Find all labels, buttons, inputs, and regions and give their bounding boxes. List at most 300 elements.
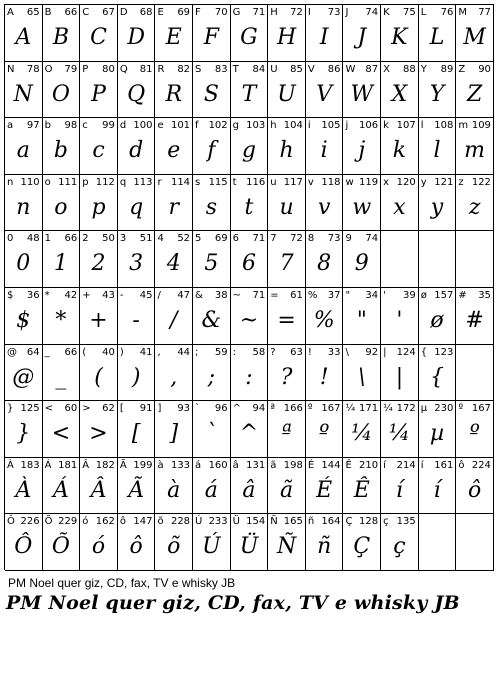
glyph-sample: k (392, 138, 407, 164)
glyph-cell-header (345, 403, 378, 414)
glyph-cell-header (233, 516, 266, 527)
glyph-cell-header (195, 347, 228, 358)
glyph-cell-header (421, 120, 454, 131)
glyph-sample: [ (131, 421, 141, 447)
glyph-char-label: à (157, 459, 164, 471)
glyph-char-label: m (458, 120, 469, 132)
glyph-char-label: ] (157, 403, 162, 415)
glyph-cell-header (308, 290, 341, 301)
glyph-code-label: 63 (290, 346, 303, 358)
glyph-code-label: 107 (396, 120, 416, 132)
glyph-sample: Ô (14, 534, 33, 560)
glyph-char-label: [ (119, 403, 124, 415)
glyph-cell-header (195, 177, 228, 188)
glyph-sample: ç (393, 534, 406, 560)
glyph-cell (155, 62, 193, 119)
glyph-cell-header (82, 233, 115, 244)
glyph-char-label: ¼ (345, 403, 356, 415)
glyph-sample: 5 (204, 251, 219, 277)
glyph-code-label: 71 (252, 233, 266, 245)
glyph-char-label: 1 (44, 233, 51, 245)
glyph-cell (419, 5, 457, 62)
glyph-char-label: " (345, 289, 351, 301)
glyph-cell (419, 118, 457, 175)
glyph-cell (456, 62, 494, 119)
glyph-code-label: 98 (64, 120, 78, 132)
glyph-cell (118, 175, 156, 232)
glyph-code-label: 111 (58, 176, 78, 188)
glyph-sample: ¼ (351, 421, 373, 447)
glyph-char-label: Ã (119, 459, 127, 471)
glyph-cell (193, 118, 231, 175)
glyph-code-label: 114 (170, 176, 191, 188)
glyph-sample: > (89, 421, 108, 447)
glyph-code-label: 69 (177, 7, 191, 18)
glyph-char-label: N (7, 63, 15, 75)
glyph-sample: n (16, 194, 31, 220)
glyph-char-label: $ (7, 289, 14, 301)
glyph-cell-header (308, 7, 341, 18)
glyph-char-label: Á (44, 459, 52, 471)
glyph-cell-header (7, 347, 40, 358)
glyph-cell (5, 5, 43, 62)
glyph-code-label: 181 (58, 459, 78, 471)
glyph-cell (381, 458, 419, 515)
glyph-code-label: 86 (327, 63, 341, 75)
glyph-cell-header (270, 64, 303, 75)
glyph-char-label: b (44, 120, 51, 132)
glyph-cell-header (195, 233, 228, 244)
glyph-cell-header (82, 403, 115, 414)
glyph-cell-header (82, 516, 115, 527)
glyph-cell (231, 5, 269, 62)
glyph-sample: E (165, 25, 182, 50)
glyph-sample: W (350, 81, 374, 107)
glyph-cell-header (120, 290, 153, 301)
glyph-sample: A (15, 25, 32, 50)
glyph-sample: + (89, 307, 108, 333)
glyph-cell-header (233, 460, 266, 471)
glyph-code-label: 34 (365, 289, 379, 301)
glyph-code-label: 147 (133, 516, 153, 528)
glyph-cell (80, 175, 118, 232)
glyph-cell (343, 231, 381, 288)
glyph-cell-header (120, 516, 153, 527)
glyph-char-label: k (383, 120, 389, 132)
glyph-sample: K (391, 25, 408, 50)
glyph-code-label: 50 (102, 233, 115, 245)
glyph-cell-header (270, 233, 303, 244)
glyph-char-label: 7 (270, 233, 277, 245)
glyph-sample: = (277, 307, 296, 333)
glyph-char-label: I (307, 7, 311, 18)
glyph-code-label: 230 (434, 403, 454, 415)
glyph-cell (80, 458, 118, 515)
glyph-code-label: 198 (283, 459, 303, 471)
glyph-char-label: = (270, 289, 279, 301)
glyph-cell-header (383, 64, 416, 75)
glyph-cell-header (195, 64, 228, 75)
glyph-code-label: 135 (396, 516, 416, 528)
glyph-cell-header (157, 64, 190, 75)
glyph-cell (193, 62, 231, 119)
glyph-char-label: g (232, 120, 240, 132)
glyph-cell-header (45, 233, 78, 244)
glyph-char-label: ó (82, 516, 89, 528)
glyph-cell-header (195, 120, 228, 131)
glyph-code-label: 109 (471, 120, 491, 132)
glyph-sample: M (463, 25, 486, 50)
glyph-char-label: D (119, 7, 128, 18)
glyph-code-label: 167 (321, 403, 341, 415)
glyph-code-label: 66 (64, 7, 78, 18)
grid-row (5, 231, 494, 288)
glyph-sample: o (54, 194, 68, 220)
glyph-sample: w (352, 194, 372, 220)
glyph-cell (456, 458, 494, 515)
glyph-cell-header (345, 120, 378, 131)
glyph-cell (268, 345, 306, 402)
glyph-cell (80, 288, 118, 345)
glyph-sample: ` (205, 421, 217, 447)
glyph-sample: X (391, 81, 408, 107)
glyph-cell (306, 458, 344, 515)
glyph-cell (419, 345, 457, 402)
glyph-cell-header (270, 403, 303, 414)
glyph-cell (268, 514, 306, 571)
glyph-char-label: - (119, 289, 124, 301)
glyph-char-label: \ (345, 346, 349, 358)
glyph-cell (155, 118, 193, 175)
glyph-code-label: 51 (139, 233, 153, 245)
glyph-sample: J (357, 25, 367, 50)
empty-cell (419, 514, 457, 571)
glyph-cell (193, 458, 231, 515)
glyph-cell (43, 514, 81, 571)
glyph-cell (381, 288, 419, 345)
glyph-sample: $ (16, 307, 31, 333)
glyph-sample: \ (358, 364, 366, 390)
glyph-code-label: 71 (252, 289, 266, 301)
glyph-sample: à (167, 477, 181, 503)
glyph-code-label: 62 (102, 403, 115, 415)
glyph-sample: } (16, 421, 31, 447)
glyph-cell (43, 288, 81, 345)
glyph-sample: Ç (353, 534, 371, 560)
glyph-cell (343, 345, 381, 402)
glyph-cell (381, 514, 419, 571)
glyph-cell-header (45, 516, 78, 527)
glyph-cell-header (7, 120, 40, 131)
glyph-sample: D (127, 25, 145, 50)
glyph-char-label: Ô (7, 516, 15, 528)
grid-row (5, 514, 494, 571)
glyph-sample: ] (169, 421, 179, 447)
glyph-sample: - (132, 307, 140, 333)
glyph-cell-header (383, 177, 416, 188)
glyph-cell (118, 401, 156, 458)
glyph-code-label: 65 (26, 7, 40, 18)
glyph-cell (456, 401, 494, 458)
glyph-char-label: p (82, 176, 89, 188)
glyph-cell (231, 514, 269, 571)
glyph-cell-header (7, 64, 40, 75)
glyph-sample: , (170, 364, 178, 390)
glyph-code-label: 88 (402, 63, 416, 75)
glyph-char-label: V (307, 63, 315, 75)
glyph-char-label: â (232, 459, 239, 471)
glyph-char-label: 8 (307, 233, 315, 245)
glyph-code-label: 125 (20, 403, 40, 415)
glyph-sample: t (244, 194, 254, 220)
glyph-cell-header (45, 347, 78, 358)
glyph-char-label: C (82, 7, 90, 18)
glyph-sample: a (16, 138, 30, 164)
glyph-code-label: 110 (20, 176, 40, 188)
glyph-char-label: 3 (119, 233, 127, 245)
glyph-cell (343, 514, 381, 571)
glyph-code-label: 90 (478, 63, 491, 75)
glyph-cell-header (383, 403, 416, 414)
glyph-cell (456, 118, 494, 175)
glyph-cell (5, 345, 43, 402)
glyph-cell-header (421, 347, 454, 358)
glyph-cell-header (345, 290, 378, 301)
glyph-code-label: 102 (208, 120, 228, 132)
glyph-char-label: d (119, 120, 127, 132)
glyph-cell-header (270, 460, 303, 471)
glyph-cell (231, 175, 269, 232)
glyph-cell (306, 5, 344, 62)
glyph-char-label: } (7, 403, 14, 415)
glyph-cell (419, 401, 457, 458)
glyph-cell (343, 118, 381, 175)
glyph-cell (80, 345, 118, 402)
glyph-cell (43, 458, 81, 515)
glyph-cell (456, 175, 494, 232)
glyph-code-label: 157 (434, 289, 454, 301)
glyph-code-label: 85 (290, 63, 303, 75)
glyph-cell-header (157, 7, 190, 18)
glyph-code-label: 104 (283, 120, 303, 132)
glyph-cell (80, 231, 118, 288)
glyph-char-label: ¼ (383, 403, 393, 415)
glyph-sample: b (53, 138, 68, 164)
glyph-cell-header (308, 460, 341, 471)
glyph-sample: ô (129, 534, 143, 560)
glyph-cell (306, 514, 344, 571)
glyph-code-label: 78 (26, 63, 40, 75)
glyph-cell (268, 118, 306, 175)
glyph-cell (193, 288, 231, 345)
glyph-code-label: 73 (327, 233, 341, 245)
glyph-cell-header (383, 516, 416, 527)
glyph-char-label: z (458, 176, 464, 188)
glyph-cell-header (82, 7, 115, 18)
glyph-cell-header (120, 177, 153, 188)
glyph-code-label: 42 (64, 289, 78, 301)
empty-cell (456, 345, 494, 402)
glyph-cell (381, 118, 419, 175)
glyph-code-label: 160 (208, 459, 228, 471)
glyph-cell (155, 401, 193, 458)
glyph-cell (306, 288, 344, 345)
glyph-cell-header (45, 460, 78, 471)
glyph-sample: z (468, 194, 481, 220)
glyph-char-label: ª (270, 403, 275, 415)
glyph-cell-header (195, 516, 228, 527)
glyph-cell-header (7, 177, 40, 188)
glyph-cell (268, 62, 306, 119)
glyph-char-label: Ñ (270, 516, 278, 528)
glyph-char-label: & (195, 289, 203, 301)
glyph-cell (5, 62, 43, 119)
glyph-code-label: 33 (327, 346, 341, 358)
glyph-char-label: > (82, 403, 91, 415)
glyph-sample: r (168, 194, 179, 220)
glyph-char-label: ? (270, 346, 276, 358)
glyph-cell-header (157, 403, 190, 414)
glyph-cell (268, 458, 306, 515)
glyph-cell-header (233, 233, 266, 244)
glyph-char-label: á (195, 459, 202, 471)
glyph-char-label: w (345, 176, 354, 188)
glyph-cell-header (458, 64, 491, 75)
glyph-char-label: ; (195, 346, 199, 358)
glyph-code-label: 226 (20, 516, 40, 528)
glyph-sample: ã (280, 477, 294, 503)
glyph-cell-header (82, 347, 115, 358)
glyph-code-label: 229 (58, 516, 78, 528)
glyph-char-label: ) (119, 346, 124, 358)
glyph-cell (80, 118, 118, 175)
glyph-cell (5, 288, 43, 345)
glyph-cell-header (345, 7, 378, 18)
glyph-char-label: H (270, 7, 278, 18)
glyph-code-label: 47 (177, 289, 191, 301)
glyph-cell-header (157, 177, 190, 188)
glyph-char-label: v (307, 176, 314, 188)
glyph-sample: Ñ (276, 534, 297, 560)
glyph-char-label: j (345, 120, 349, 132)
glyph-code-label: 112 (95, 176, 115, 188)
glyph-cell (381, 5, 419, 62)
glyph-char-label: G (232, 7, 241, 18)
glyph-sample: " (356, 307, 367, 333)
glyph-cell-header (157, 290, 190, 301)
glyph-code-label: 82 (177, 63, 191, 75)
glyph-char-label: l (420, 120, 424, 132)
empty-cell (419, 231, 457, 288)
glyph-cell (80, 514, 118, 571)
glyph-cell-header (308, 177, 341, 188)
glyph-code-label: 103 (246, 120, 266, 132)
glyph-code-label: 74 (365, 7, 379, 18)
glyph-sample: 3 (129, 251, 144, 277)
glyph-sample: Á (52, 477, 69, 503)
glyph-code-label: 74 (365, 233, 379, 245)
glyph-char-label: A (7, 7, 14, 18)
glyph-cell-header (345, 516, 378, 527)
glyph-cell (43, 5, 81, 62)
glyph-cell (193, 345, 231, 402)
glyph-sample: _ (55, 364, 67, 390)
glyph-code-label: 124 (396, 346, 416, 358)
glyph-cell-header (308, 347, 341, 358)
glyph-code-label: 81 (139, 63, 153, 75)
glyph-sample: 7 (279, 251, 294, 277)
glyph-code-label: 182 (95, 459, 115, 471)
glyph-cell (306, 345, 344, 402)
glyph-sample: v (317, 194, 331, 220)
grid-row (5, 118, 494, 175)
glyph-cell-header (120, 120, 153, 131)
glyph-code-label: 166 (283, 403, 303, 415)
glyph-cell (118, 345, 156, 402)
glyph-code-label: 199 (133, 459, 153, 471)
glyph-code-label: 87 (365, 63, 379, 75)
glyph-sample: L (429, 25, 445, 50)
glyph-code-label: 233 (208, 516, 228, 528)
glyph-sample: y (430, 194, 444, 220)
glyph-cell-header (345, 347, 378, 358)
glyph-cell (155, 175, 193, 232)
glyph-cell-header (233, 347, 266, 358)
glyph-code-label: 59 (214, 346, 228, 358)
glyph-char-label: Z (458, 63, 466, 75)
glyph-code-label: 164 (321, 516, 341, 528)
glyph-sample: @ (12, 364, 35, 390)
glyph-cell-header (383, 290, 416, 301)
glyph-char-label: K (383, 7, 390, 18)
glyph-cell-header (45, 177, 78, 188)
glyph-cell (155, 288, 193, 345)
glyph-cell-header (270, 347, 303, 358)
glyph-cell (268, 175, 306, 232)
glyph-cell (118, 514, 156, 571)
glyph-char-label: 0 (7, 233, 14, 245)
glyph-code-label: 122 (471, 176, 491, 188)
glyph-char-label: Ü (232, 516, 240, 528)
glyph-char-label: õ (157, 516, 164, 528)
glyph-cell-header (308, 516, 341, 527)
glyph-sample: µ (429, 421, 445, 447)
glyph-sample: c (92, 138, 105, 164)
glyph-cell-header (308, 120, 341, 131)
glyph-cell-header (82, 460, 115, 471)
glyph-cell-header (421, 460, 454, 471)
glyph-sample: á (204, 477, 218, 503)
glyph-code-label: 83 (214, 63, 228, 75)
glyph-cell-header (383, 460, 416, 471)
glyph-code-label: 224 (471, 459, 491, 471)
glyph-cell (43, 401, 81, 458)
glyph-cell-header (421, 7, 454, 18)
glyph-code-label: 66 (64, 346, 78, 358)
glyph-cell-header (45, 403, 78, 414)
glyph-sample: p (91, 194, 106, 220)
glyph-char-label: í (383, 459, 386, 471)
glyph-sample: < (51, 421, 71, 447)
glyph-char-label: U (270, 63, 278, 75)
glyph-code-label: 101 (170, 120, 191, 132)
glyph-code-label: 121 (434, 176, 454, 188)
glyph-code-label: 68 (139, 7, 153, 18)
glyph-code-label: 41 (139, 346, 153, 358)
glyph-cell (343, 401, 381, 458)
glyph-code-label: 172 (396, 403, 416, 415)
glyph-code-label: 123 (434, 346, 454, 358)
